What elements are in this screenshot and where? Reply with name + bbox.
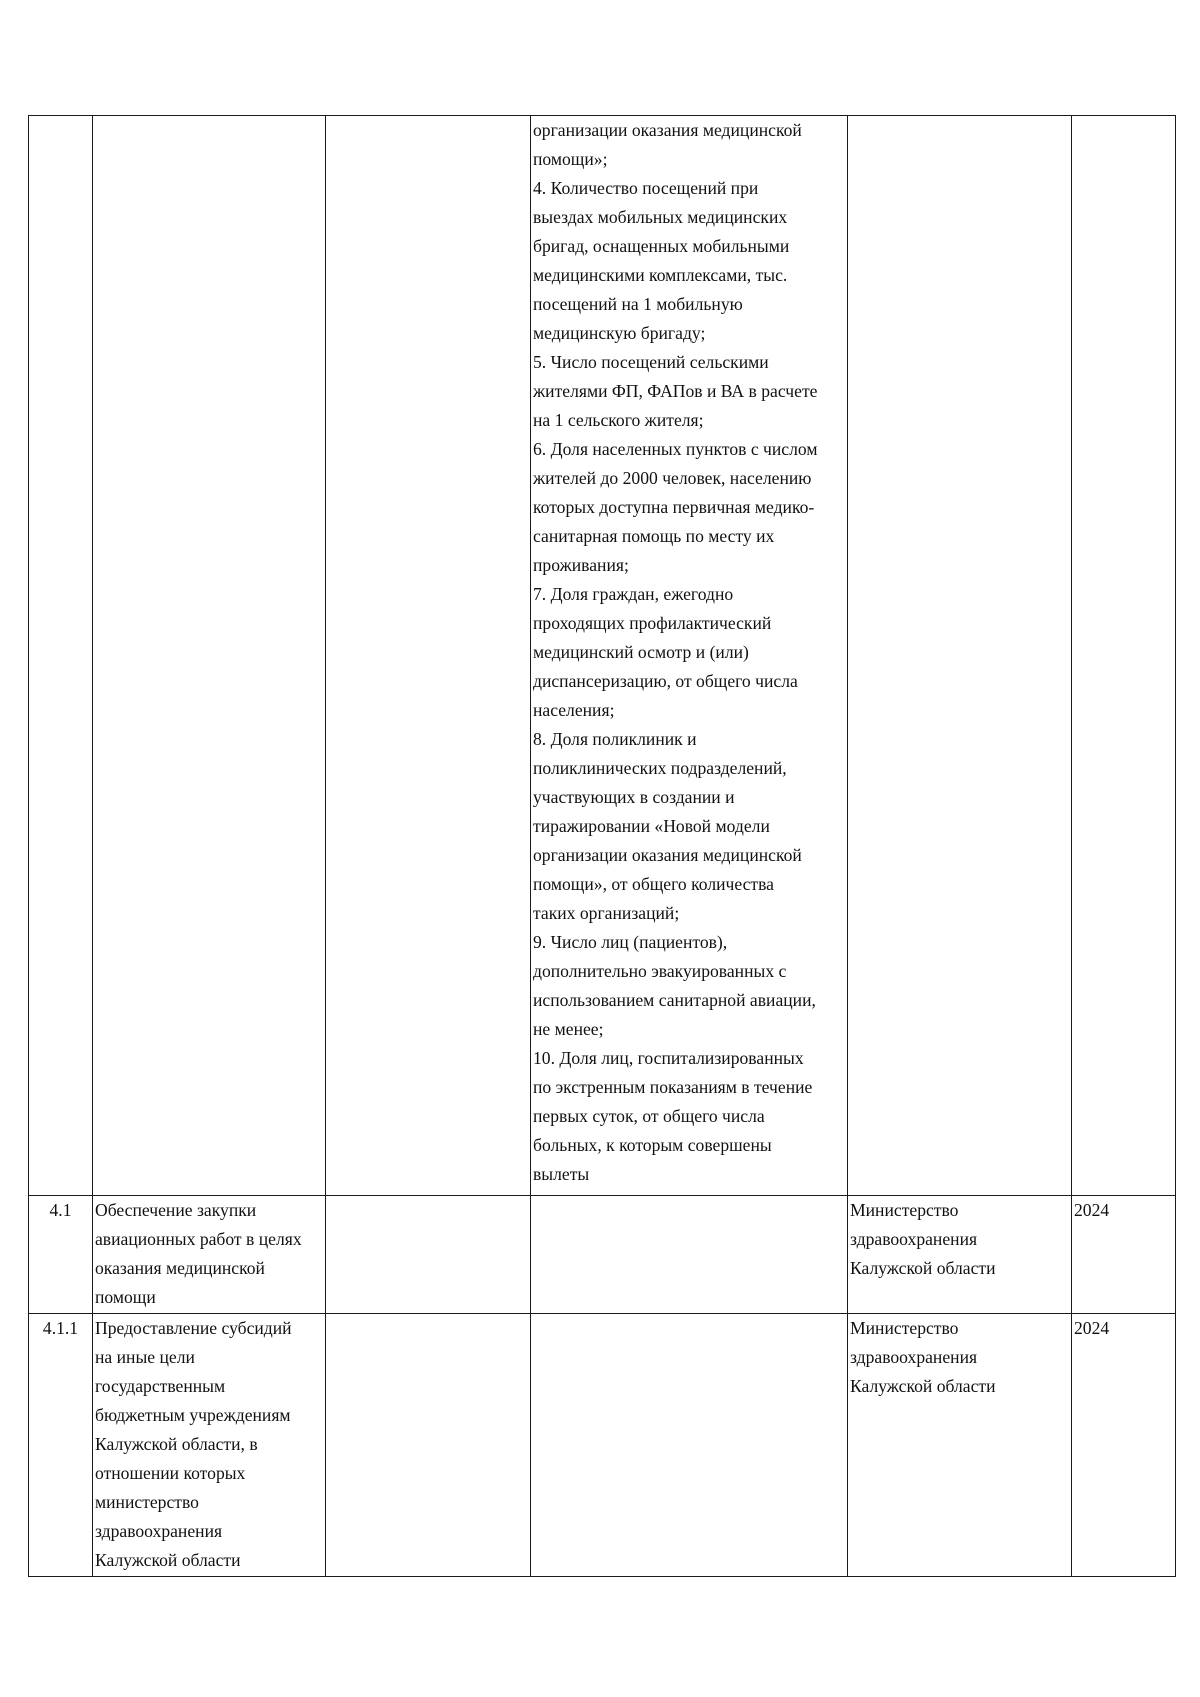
year-cell: 2024 xyxy=(1072,1314,1176,1577)
program-table xyxy=(28,115,1176,1577)
measure-name-cell xyxy=(93,116,326,1196)
cell-text-line: авиационных работ в целях xyxy=(95,1229,302,1249)
table-row xyxy=(29,1196,1176,1314)
cell-text-line: организации оказания медицинской xyxy=(533,845,802,865)
executor-cell xyxy=(848,1196,1072,1314)
cell-text-line: проходящих профилактический xyxy=(533,613,772,633)
cell-text-line: которых доступна первичная медико- xyxy=(533,497,815,517)
cell-text-line: дополнительно эвакуированных с xyxy=(533,961,787,981)
executor-cell xyxy=(848,1314,1072,1577)
cell-text-line: Министерство xyxy=(850,1200,959,1220)
empty-cell xyxy=(326,1314,531,1577)
indicators-cell xyxy=(531,1196,848,1314)
cell-text-line: бюджетным учреждениям xyxy=(95,1405,291,1425)
year-cell xyxy=(1072,116,1176,1196)
cell-text-line: на иные цели xyxy=(95,1347,195,1367)
measure-name-cell xyxy=(93,1196,326,1314)
cell-text-line: 10. Доля лиц, госпитализированных xyxy=(533,1048,804,1068)
executor-cell xyxy=(848,116,1072,1196)
cell-text-line: участвующих в создании и xyxy=(533,787,735,807)
cell-text-line: организации оказания медицинской xyxy=(533,120,802,140)
table-row xyxy=(29,116,1176,1196)
cell-text-line: 7. Доля граждан, ежегодно xyxy=(533,584,734,604)
cell-text-line: посещений на 1 мобильную xyxy=(533,294,743,314)
table-row xyxy=(29,1314,1176,1577)
row-number-cell: 4.1.1 xyxy=(29,1314,93,1577)
cell-text-line: по экстренным показаниям в течение xyxy=(533,1077,813,1097)
cell-text-line: оказания медицинской xyxy=(95,1258,265,1278)
cell-text-line: государственным xyxy=(95,1376,226,1396)
cell-text-line: здравоохранения xyxy=(850,1347,978,1367)
empty-cell xyxy=(326,1196,531,1314)
measure-name-cell xyxy=(93,1314,326,1577)
cell-text-line: помощи», от общего количества xyxy=(533,874,774,894)
cell-text-line: здравоохранения xyxy=(95,1521,223,1541)
cell-text-line: не менее; xyxy=(533,1019,604,1039)
cell-text-line: диспансеризацию, от общего числа xyxy=(533,671,798,691)
cell-text-line: выездах мобильных медицинских xyxy=(533,207,788,227)
cell-text-line: вылеты xyxy=(533,1164,590,1184)
cell-text-line: медицинскими комплексами, тыс. xyxy=(533,265,788,285)
cell-text-line: отношении которых xyxy=(95,1463,246,1483)
cell-text-line: санитарная помощь по месту их xyxy=(533,526,775,546)
cell-text-line: Обеспечение закупки xyxy=(95,1200,257,1220)
cell-text-line: проживания; xyxy=(533,555,629,575)
cell-text-line: бригад, оснащенных мобильными xyxy=(533,236,790,256)
cell-text-line: медицинскую бригаду; xyxy=(533,323,706,343)
cell-text-line: на 1 сельского жителя; xyxy=(533,410,704,430)
cell-text-line: помощи»; xyxy=(533,149,608,169)
cell-text-line: таких организаций; xyxy=(533,903,680,923)
cell-text-line: Калужской области xyxy=(850,1376,996,1396)
cell-text-line: поликлинических подразделений, xyxy=(533,758,787,778)
cell-text-line: 4. Количество посещений при xyxy=(533,178,759,198)
cell-text-line: 5. Число посещений сельскими xyxy=(533,352,769,372)
cell-text-line: 6. Доля населенных пунктов с числом xyxy=(533,439,818,459)
cell-text-line: помощи xyxy=(95,1287,156,1307)
cell-text-line: Калужской области xyxy=(95,1550,241,1570)
cell-text-line: Министерство xyxy=(850,1318,959,1338)
empty-cell xyxy=(326,116,531,1196)
cell-text-line: министерство xyxy=(95,1492,199,1512)
cell-text-line: первых суток, от общего числа xyxy=(533,1106,765,1126)
year-cell: 2024 xyxy=(1072,1196,1176,1314)
row-number-cell: 4.1 xyxy=(29,1196,93,1314)
cell-text-line: здравоохранения xyxy=(850,1229,978,1249)
row-number-cell xyxy=(29,116,93,1196)
cell-text-line: 9. Число лиц (пациентов), xyxy=(533,932,728,952)
cell-text-line: медицинский осмотр и (или) xyxy=(533,642,749,662)
indicators-cell xyxy=(531,1314,848,1577)
cell-text-line: Предоставление субсидий xyxy=(95,1318,292,1338)
cell-text-line: населения; xyxy=(533,700,615,720)
cell-text-line: 8. Доля поликлиник и xyxy=(533,729,697,749)
cell-text-line: тиражировании «Новой модели xyxy=(533,816,770,836)
indicators-cell xyxy=(531,116,848,1196)
cell-text-line: жителей до 2000 человек, населению xyxy=(533,468,812,488)
cell-text-line: жителями ФП, ФАПов и ВА в расчете xyxy=(533,381,818,401)
cell-text-line: использованием санитарной авиации, xyxy=(533,990,816,1010)
cell-text-line: Калужской области xyxy=(850,1258,996,1278)
cell-text-line: больных, к которым совершены xyxy=(533,1135,772,1155)
cell-text-line: Калужской области, в xyxy=(95,1434,258,1454)
